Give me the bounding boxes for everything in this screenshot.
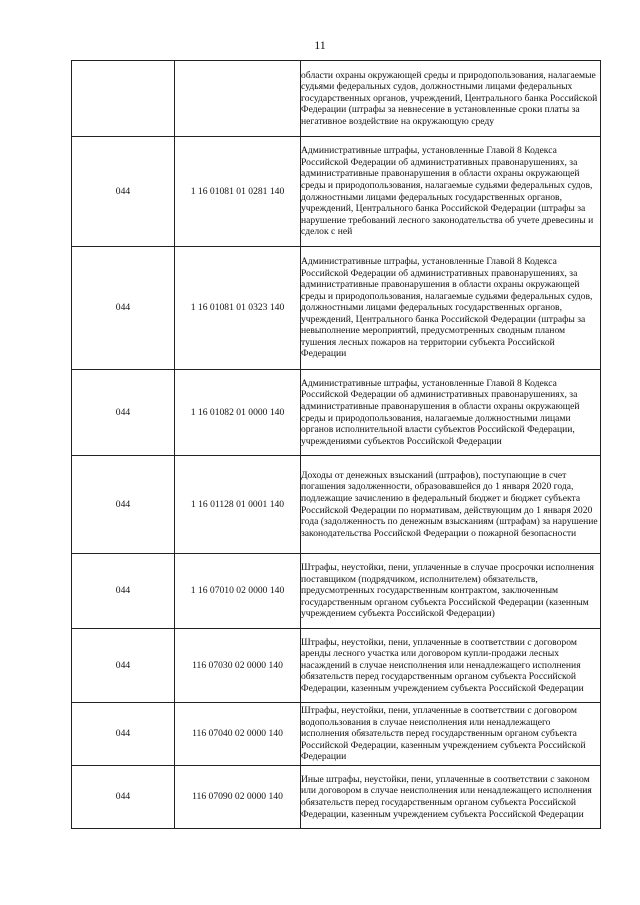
- table-row: [72, 370, 601, 456]
- table-row: [72, 629, 601, 703]
- page-number: 11: [314, 38, 326, 52]
- table-row: [72, 61, 601, 137]
- admin-code-cell: [72, 61, 175, 137]
- budget-code-cell: 1 16 01081 01 0323 140: [175, 247, 301, 370]
- admin-code-cell: 044: [72, 629, 175, 703]
- table-row: [72, 137, 601, 247]
- budget-code-cell: 1 16 01082 01 0000 140: [175, 370, 301, 456]
- admin-code-cell: 044: [72, 554, 175, 629]
- table-row: [72, 456, 601, 554]
- description-cell: Штрафы, неустойки, пени, уплаченные в соответствии с договором аренды лесного участка или договором купли-продажи лесных насаждений в случае неисполнения или ненадлежащего исполнения обязательств перед государственным органом субъекта Российской Федерации, казенным учреждением субъекта Российской Федерации: [301, 629, 601, 703]
- description-cell: Штрафы, неустойки, пени, уплаченные в соответствии с договором водопользования в случае неисполнения или ненадлежащего исполнения обязательств перед государственным органом субъекта Российской Федерации, казенным учреждением субъекта Российской Федерации: [301, 703, 601, 766]
- description-cell: Административные штрафы, установленные Главой 8 Кодекса Российской Федерации об административных правонарушениях, за административные правонарушения в области охраны окружающей среды и природопользования, налагаемые судьями федеральных судов, должностными лицами федеральных государственных органов, учреждений, Центрального банка Российской Федерации (штрафы за невыполнение мероприятий, предусмотренных сводным планом тушения лесных пожаров на территории субъекта Российской Федерации: [301, 247, 601, 370]
- description-cell: Административные штрафы, установленные Главой 8 Кодекса Российской Федерации об административных правонарушениях, за административные правонарушения в области охраны окружающей среды и природопользования, налагаемые должностными лицами органов исполнительной власти субъектов Российской Федерации, учреждениями субъектов Российской Федерации: [301, 370, 601, 456]
- table-row: [72, 766, 601, 829]
- admin-code-cell: 044: [72, 370, 175, 456]
- description-cell: Доходы от денежных взысканий (штрафов), поступающие в счет погашения задолженности, образовавшейся до 1 января 2020 года, подлежащие зачислению в федеральный бюджет и бюджет субъекта Российской Федерации по нормативам, действующим до 1 января 2020 года (задолженность по денежным взысканиям (штрафам) за нарушение законодательства Российской Федерации о пожарной безопасности: [301, 456, 601, 554]
- budget-code-cell: 116 07030 02 0000 140: [175, 629, 301, 703]
- budget-code-cell: 1 16 01081 01 0281 140: [175, 137, 301, 247]
- table-row: [72, 703, 601, 766]
- budget-code-cell: 1 16 01128 01 0001 140: [175, 456, 301, 554]
- admin-code-cell: 044: [72, 137, 175, 247]
- table-row: [72, 554, 601, 629]
- admin-code-cell: 044: [72, 703, 175, 766]
- admin-code-cell: 044: [72, 247, 175, 370]
- revenue-codes-table: [71, 60, 601, 829]
- budget-code-cell: 1 16 07010 02 0000 140: [175, 554, 301, 629]
- admin-code-cell: 044: [72, 766, 175, 829]
- budget-code-cell: [175, 61, 301, 137]
- budget-code-cell: 116 07040 02 0000 140: [175, 703, 301, 766]
- admin-code-cell: 044: [72, 456, 175, 554]
- description-cell: Иные штрафы, неустойки, пени, уплаченные в соответствии с законом или договором в случае неисполнения или ненадлежащего исполнения обязательств перед государственным органом субъекта Российской Федерации, казенным учреждением субъекта Российской Федерации: [301, 766, 601, 829]
- budget-code-cell: 116 07090 02 0000 140: [175, 766, 301, 829]
- description-cell: Штрафы, неустойки, пени, уплаченные в случае просрочки исполнения поставщиком (подрядчиком, исполнителем) обязательств, предусмотренных государственным контрактом, заключенным государственным органом субъекта Российской Федерации (казенным учреждением субъекта Российской Федерации): [301, 554, 601, 629]
- description-cell: области охраны окружающей среды и природопользования, налагаемые судьями федеральных судов, должностными лицами федеральных государственных органов, учреждений, Центрального банка Российской Федерации (штрафы за невнесение в установленные сроки платы за негативное воздействие на окружающую среду: [301, 61, 601, 137]
- description-cell: Административные штрафы, установленные Главой 8 Кодекса Российской Федерации об административных правонарушениях, за административные правонарушения в области охраны окружающей среды и природопользования, налагаемые судьями федеральных судов, должностными лицами федеральных государственных органов, учреждений, Центрального банка Российской Федерации (штрафы за нарушение требований лесного законодательства об учете древесины и сделок с ней: [301, 137, 601, 247]
- table-row: [72, 247, 601, 370]
